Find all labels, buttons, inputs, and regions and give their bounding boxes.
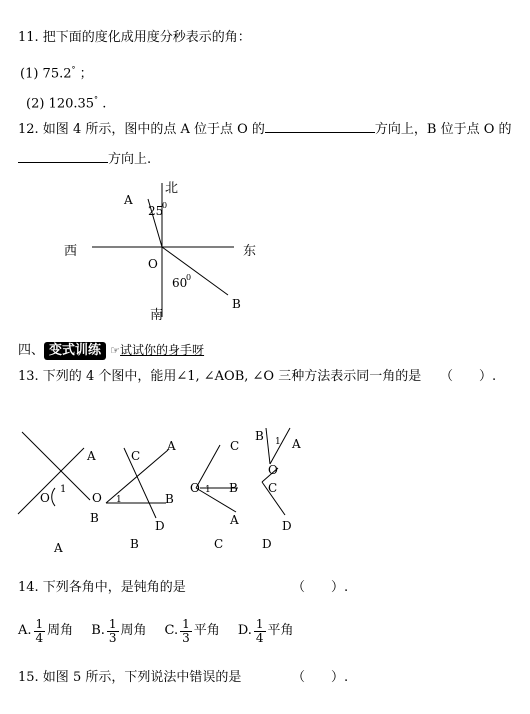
point-b-label: B xyxy=(232,297,241,311)
q15-text: 15. 如图 5 所示，下列说法中错误的是 xyxy=(18,670,242,685)
fig-b-caption: B xyxy=(130,537,139,551)
fraction xyxy=(254,618,266,645)
fig-c-point-c: C xyxy=(230,439,240,453)
fig-a-point-o: O xyxy=(40,491,50,505)
q14-bracket: （ ）. xyxy=(292,580,349,595)
denominator: 4 xyxy=(255,630,264,645)
fig-d-point-b: B xyxy=(255,429,264,443)
option-letter: B. xyxy=(91,623,105,638)
fig-d-point-c: C xyxy=(268,481,278,495)
option-unit: 周角 xyxy=(120,623,147,638)
denominator: 4 xyxy=(35,630,44,645)
denominator: 3 xyxy=(182,630,190,645)
q13-text: 13. 下列的 4 个图中，能用∠1, ∠AOB, ∠O 三种方法表示同一角的是 xyxy=(18,369,422,384)
option-letter: C. xyxy=(164,623,179,638)
option-letter: A. xyxy=(18,623,32,638)
angle-south-degree: 0 xyxy=(186,273,192,282)
q14-text: 14. 下列各角中，是钝角的是 xyxy=(18,580,186,595)
fig-b-angle-1: 1 xyxy=(116,495,122,505)
fig-c-point-b: B xyxy=(229,481,238,495)
fraction xyxy=(107,618,119,645)
fig-b-point-o: O xyxy=(92,491,102,505)
north-label: 北 xyxy=(165,181,179,196)
option-unit: 周角 xyxy=(47,623,74,638)
fig-d-angle-1: 1 xyxy=(275,437,281,447)
fig-b-point-b: B xyxy=(165,492,174,506)
point-a-label: A xyxy=(124,193,133,207)
section4-header xyxy=(18,340,204,361)
q12-line2 xyxy=(18,150,151,168)
q12-blank-1[interactable] xyxy=(265,120,375,133)
fig-c-point-o: O xyxy=(190,481,200,495)
fig-d-point-a: A xyxy=(292,437,301,451)
q14-option-a[interactable] xyxy=(18,618,73,645)
fraction xyxy=(34,618,46,645)
angle-arc xyxy=(52,488,55,506)
fig-c-angle-1: 1 xyxy=(205,485,211,495)
figure-b xyxy=(92,439,176,551)
hand-pointer-icon: ☞ xyxy=(110,344,121,357)
west-label: 西 xyxy=(64,244,78,259)
q11-part2-tail: . xyxy=(102,96,107,112)
compass-figure xyxy=(0,175,300,325)
q13-figures xyxy=(0,420,330,560)
fig-c-point-a: A xyxy=(230,513,239,527)
degree-mark: ° xyxy=(71,65,76,74)
south-label: 南 xyxy=(150,308,164,323)
q11-part2-value: (2) 120.35 xyxy=(26,96,95,112)
fig-d-point-d: D xyxy=(282,519,292,533)
fig-d-point-o: O xyxy=(268,463,278,477)
fig-c-caption: C xyxy=(214,537,224,551)
fig-a-point-b: B xyxy=(90,511,99,525)
angle-north-label: 25 xyxy=(148,204,164,218)
q14-option-b[interactable] xyxy=(91,618,146,645)
fig-b-point-c: C xyxy=(131,449,141,463)
section4-hint: 试试你的身手呀 xyxy=(120,343,205,357)
q11-part1-tail: ； xyxy=(79,66,93,82)
option-unit: 平角 xyxy=(267,623,294,638)
numerator: 1 xyxy=(255,616,264,631)
figure-a xyxy=(18,432,99,555)
east-label: 东 xyxy=(243,244,257,259)
fig-a-angle-1: 1 xyxy=(60,484,67,495)
fraction xyxy=(180,618,192,645)
q15-bracket: （ ）. xyxy=(292,670,349,685)
q11-part1-value: (1) 75.2 xyxy=(20,66,72,82)
angle-north-degree: 0 xyxy=(162,201,168,210)
q12-text-a: 12. 如图 4 所示，图中的点 A 位于点 O 的 xyxy=(18,122,265,137)
figure-d xyxy=(255,428,301,551)
section4-prefix: 四、 xyxy=(18,343,45,358)
fig-b-point-a: A xyxy=(167,439,176,453)
q11-part2 xyxy=(26,92,106,112)
q12-blank-2[interactable] xyxy=(18,150,108,163)
numerator: 1 xyxy=(35,616,44,631)
fig-d-caption: D xyxy=(262,537,272,551)
fig-b-point-d: D xyxy=(155,519,165,533)
figure-c xyxy=(190,439,239,551)
q14-option-c[interactable] xyxy=(165,618,220,645)
q14-option-d[interactable] xyxy=(238,618,294,645)
denominator: 3 xyxy=(108,630,117,645)
q13-bracket: （ ）. xyxy=(440,369,497,384)
q12-text-c: 方向上. xyxy=(108,152,152,167)
q11-text: 11. 把下面的度化成用度分秒表示的角： xyxy=(18,30,251,45)
section4-badge: 变式训练 xyxy=(44,342,106,360)
numerator: 1 xyxy=(182,616,190,631)
q12-text-b: 方向上，B 位于点 O 的 xyxy=(374,122,512,137)
option-letter: D. xyxy=(237,623,252,638)
q12-line1 xyxy=(18,120,512,138)
q11-part1 xyxy=(20,62,93,82)
q14-options xyxy=(18,614,312,648)
option-unit: 平角 xyxy=(193,623,220,638)
fig-a-caption: A xyxy=(54,541,63,555)
point-o-label: O xyxy=(148,257,158,271)
fig-a-point-a: A xyxy=(87,449,96,463)
angle-south-label: 60 xyxy=(172,276,188,290)
numerator: 1 xyxy=(108,616,117,631)
degree-mark: ° xyxy=(94,95,99,104)
